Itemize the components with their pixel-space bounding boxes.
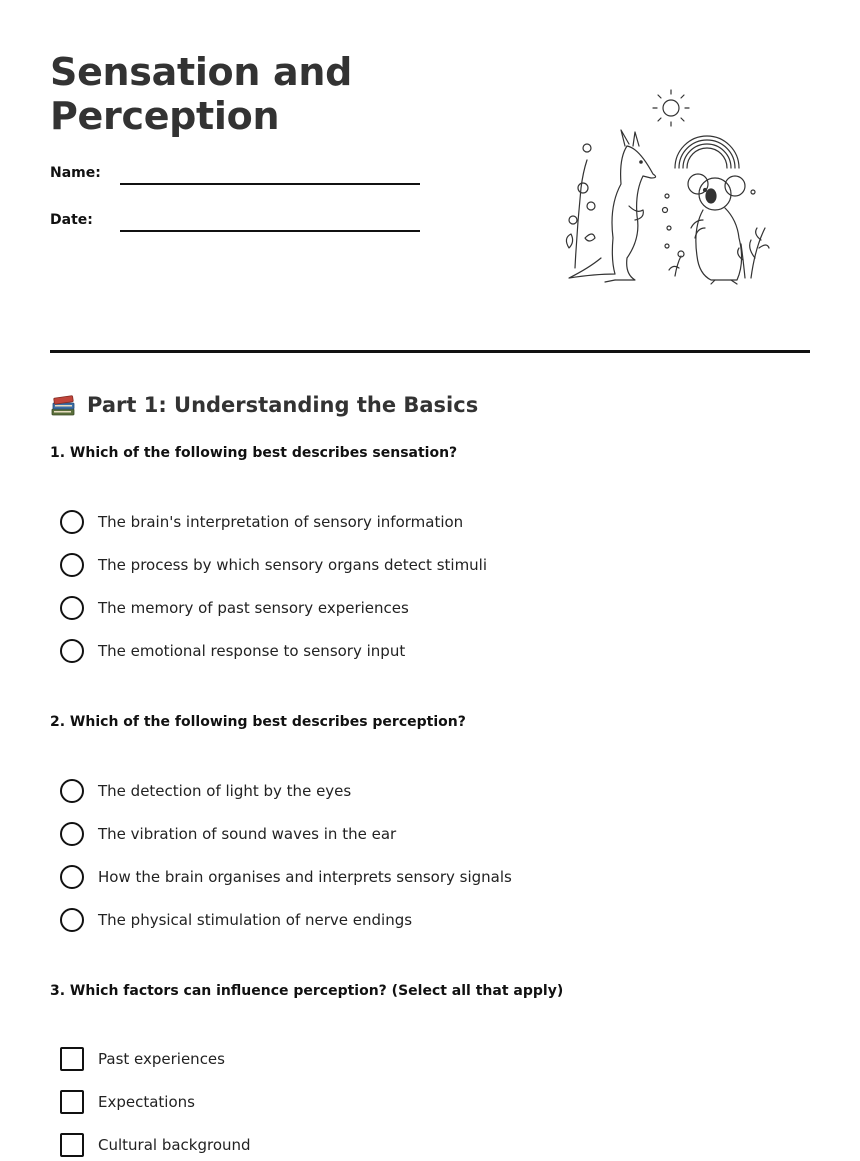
date-input-line[interactable] <box>120 230 420 232</box>
question-3-option-3[interactable] <box>60 1132 251 1158</box>
radio-button[interactable] <box>60 822 84 846</box>
option-label: The brain's interpretation of sensory information <box>98 513 464 531</box>
name-input-line[interactable] <box>120 183 420 185</box>
radio-button[interactable] <box>60 510 84 534</box>
name-field <box>50 165 420 189</box>
checkbox[interactable] <box>60 1047 84 1071</box>
rainbow-icon <box>675 136 739 168</box>
question-1-option-2[interactable] <box>60 552 487 578</box>
radio-button[interactable] <box>60 779 84 803</box>
option-label: Past experiences <box>98 1050 225 1068</box>
section-title: Part 1: Understanding the Basics <box>87 393 479 417</box>
question-1-option-4[interactable] <box>60 638 405 664</box>
kangaroo-icon <box>569 130 656 282</box>
radio-button[interactable] <box>60 553 84 577</box>
books-icon <box>50 392 76 418</box>
name-label: Name: <box>50 165 101 181</box>
question-2: 2. Which of the following best describes perception? <box>50 714 466 730</box>
flower-plant-icon <box>566 144 595 268</box>
option-label: The memory of past sensory experiences <box>98 599 409 617</box>
koala-icon <box>688 174 745 284</box>
date-label: Date: <box>50 212 93 228</box>
radio-button[interactable] <box>60 865 84 889</box>
question-1-option-3[interactable] <box>60 595 409 621</box>
question-3: 3. Which factors can influence perception? (Select all that apply) <box>50 983 564 999</box>
radio-button[interactable] <box>60 639 84 663</box>
option-label: The detection of light by the eyes <box>98 782 352 800</box>
option-label: Cultural background <box>98 1136 251 1154</box>
checkbox[interactable] <box>60 1133 84 1157</box>
question-2-option-2[interactable] <box>60 821 396 847</box>
option-label: Expectations <box>98 1093 195 1111</box>
option-label: The vibration of sound waves in the ear <box>98 825 397 843</box>
option-label: The emotional response to sensory input <box>98 642 406 660</box>
sun-icon <box>653 90 689 126</box>
question-2-option-4[interactable] <box>60 907 412 933</box>
question-3-option-1[interactable] <box>60 1046 225 1072</box>
question-1: 1. Which of the following best describes sensation? <box>50 445 458 461</box>
question-3-option-2[interactable] <box>60 1089 195 1115</box>
question-1-option-1[interactable] <box>60 509 463 535</box>
date-field <box>50 212 420 236</box>
checkbox[interactable] <box>60 1090 84 1114</box>
section-divider <box>50 350 810 353</box>
worksheet-title <box>50 50 470 138</box>
section-heading <box>50 389 478 421</box>
option-label: The process by which sensory organs detect stimuli <box>98 556 488 574</box>
option-label: How the brain organises and interprets sensory signals <box>98 868 512 886</box>
question-2-option-3[interactable] <box>60 864 512 890</box>
radio-button[interactable] <box>60 908 84 932</box>
title-line-1: Sensation and <box>50 50 353 94</box>
title-line-2: Perception <box>50 94 280 138</box>
question-2-option-1[interactable] <box>60 778 351 804</box>
radio-button[interactable] <box>60 596 84 620</box>
fern-plant-icon <box>738 228 769 278</box>
option-label: The physical stimulation of nerve endings <box>98 911 413 929</box>
small-flower-icon <box>669 251 684 276</box>
kangaroo-koala-illustration <box>555 88 785 290</box>
